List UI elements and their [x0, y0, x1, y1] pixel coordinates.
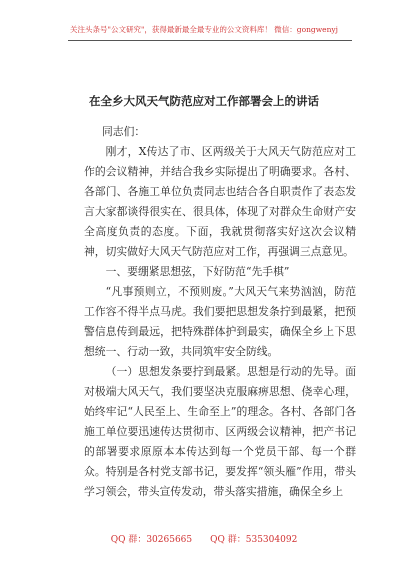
footer-qq-group-1: QQ 群：30265665 — [110, 535, 193, 545]
header-promo-note: 关注头条号"公文研究"，获得最新最全最专业的公文资料库！ 微信：gongwenyj — [70, 25, 338, 34]
paragraph-intro: 刚才，X传达了市、区两级关于大风天气防范应对工作的会议精神，并结合我乡实际提出了明确要求。各村、各部门、各施工单位负责同志也结合各自职责作了表态发言大家都谈得很实在、很具体，体现了对群众生命财产安全高度负责的态度。下面，我就贯彻落实好这次会议精神，切实做好大风天气防范应对工作，再强调三点意见。 — [84, 145, 356, 258]
document-body — [84, 122, 356, 502]
header-divider — [68, 40, 352, 41]
paragraph-subsection-1: （一）思想发条要拧到最紧。思想是行动的先导。面对极端大风天气，我们要坚决克服麻痹思想、侥幸心理，始终牢记“人民至上、生命至上”的理念。各村、各部门各施工单位要迅速传达贯彻市、区两级会议精神，把产书记的部署要求原原本本传达到每一个党员干部、每一个群众。特别是各村党支部书记，要发挥“领头雁”作用，带头学习领会，带头宣传发动，带头落实措施，确保全乡上 — [84, 365, 356, 498]
section-heading-1: 一、要绷紧思想弦，下好防范“先手棋” — [105, 265, 290, 278]
salutation: 同志们： — [102, 125, 146, 138]
document-title: 在全乡大风天气防范应对工作部署会上的讲话 — [89, 94, 319, 108]
footer-contact — [0, 532, 408, 545]
paragraph-section-1: “凡事预则立，不预则废。”大风天气来势汹汹，防范工作容不得半点马虎。我们要把思想发条拧到最紧，把预警信息传到最远，把特殊群体护到最实，确保全乡上下思想统一、行动一致，共同筑牢安全防线。 — [84, 285, 356, 358]
footer-qq-group-2: QQ 群：535304092 — [210, 535, 298, 545]
